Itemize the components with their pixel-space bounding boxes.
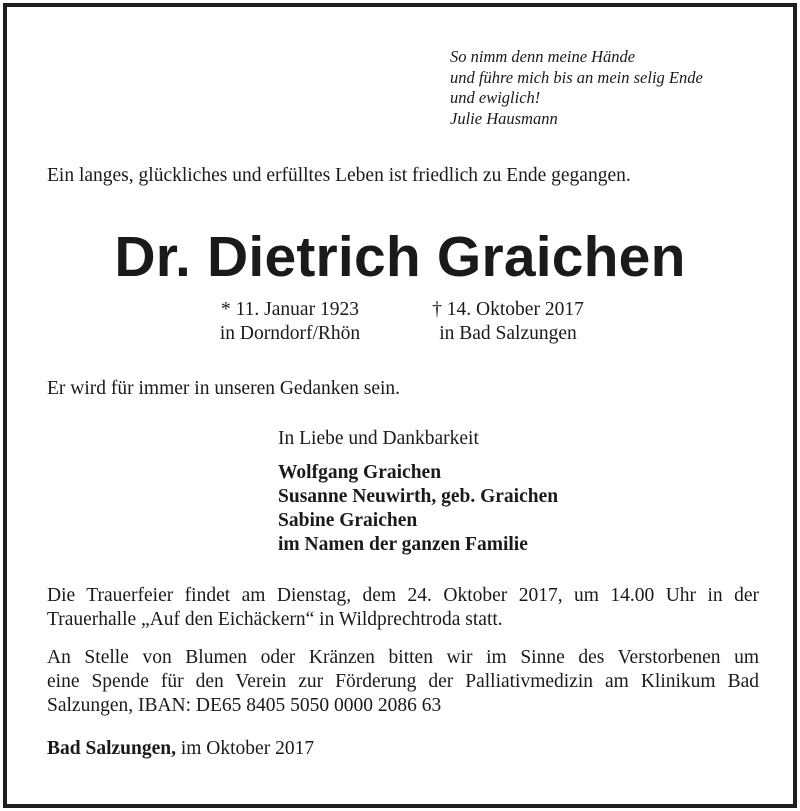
mourner-name: Sabine Graichen [278,510,418,531]
donation-paragraph [47,646,759,718]
poem-line: und führe mich bis an mein selig Ende [450,67,703,87]
mourner-name: Wolfgang Graichen [278,462,442,483]
donation-line: Salzungen, IBAN: DE65 8405 5050 0000 2086 63 [47,695,442,716]
donation-line: eine Spende für den Verein zur Förderung der Palliativmedizin am Klinikum Bad [47,671,759,692]
death-date: † 14. Oktober 2017 [432,299,584,320]
mourners-block [278,427,558,557]
closing-date: im Oktober 2017 [175,738,315,759]
donation-line: An Stelle von Blumen oder Kränzen bitten wir im Sinne des Verstorbenen um [47,647,759,668]
funeral-line: Die Trauerfeier findet am Dienstag, dem 24. Oktober 2017, um 14.00 Uhr in der [47,585,759,606]
birth-place: in Dorndorf/Rhön [219,323,361,344]
birth-info [212,298,368,346]
closing-place: Bad Salzungen, [47,738,176,759]
birth-date: * 11. Januar 1923 [221,299,359,320]
deceased-name: Dr. Dietrich Graichen [114,225,686,289]
funeral-paragraph [47,584,759,632]
poem-line: So nimm denn meine Hände [450,47,636,66]
closing-line [47,737,314,761]
death-info [423,298,593,346]
poem [450,47,703,129]
funeral-line: Trauerhalle „Auf den Eichäckern“ in Wildprechtroda statt. [47,609,503,630]
mourner-name: Susanne Neuwirth, geb. Graichen [278,486,559,507]
mourners-heading: In Liebe und Dankbarkeit [278,428,479,449]
death-place: in Bad Salzungen [439,323,577,344]
mourner-name: im Namen der ganzen Familie [278,534,528,555]
intro-text: Ein langes, glückliches und erfülltes Leben ist friedlich zu Ende gegangen. [47,165,631,186]
poem-author: Julie Hausmann [450,108,558,128]
remembrance-text: Er wird für immer in unseren Gedanken sein. [47,378,401,399]
poem-line: und ewiglich! [450,88,541,107]
